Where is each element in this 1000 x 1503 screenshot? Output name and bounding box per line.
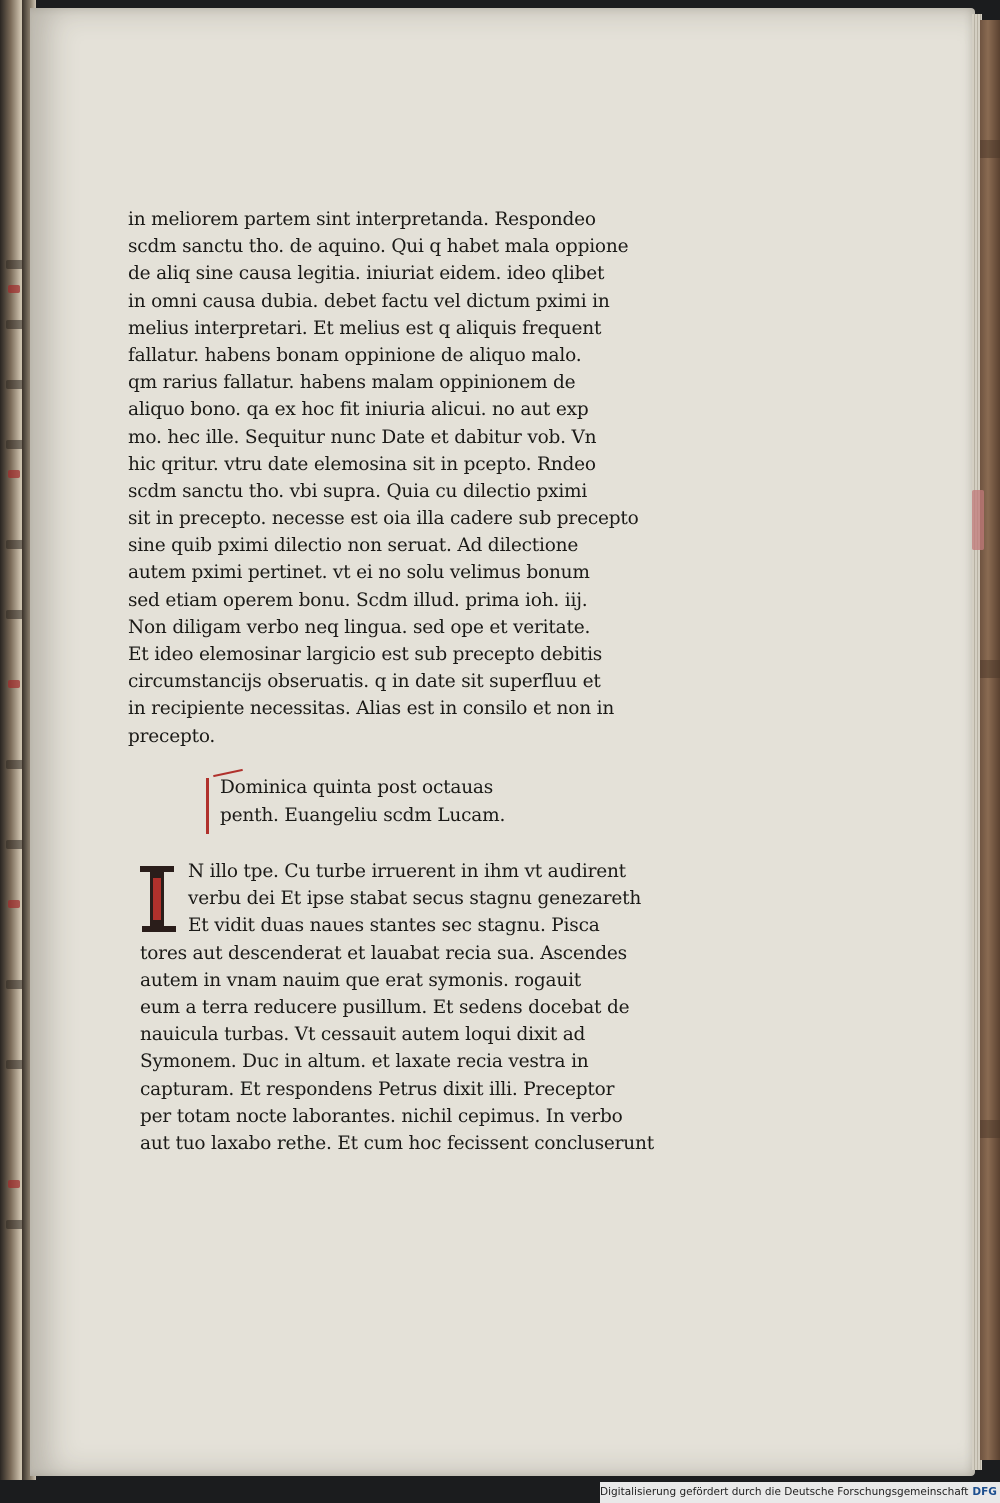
bookmark-ribbon — [972, 490, 984, 550]
text-line: in omni causa dubia. debet factu vel dictum pximi in — [128, 290, 610, 312]
text-line: scdm sanctu tho. vbi supra. Quia cu dilectio pximi — [128, 480, 588, 502]
gospel-line: N illo tpe. Cu turbe irruerent in ihm vt audirent — [188, 861, 626, 882]
text-line: de aliq sine causa legitia. iniuriat eidem. ideo qlibet — [128, 263, 605, 285]
text-line: autem pximi pertinet. vt ei no solu velimus bonum — [128, 562, 590, 584]
text-line: Non diligam verbo neq lingua. sed ope et veritate. — [128, 616, 591, 638]
dfg-logo: DFG — [972, 1486, 997, 1498]
text-line: in meliorem partem sint interpretanda. Respondeo — [128, 209, 596, 230]
heading-line: Dominica quinta post octauas — [220, 777, 494, 798]
gospel-line: Et vidit duas naues stantes sec stagnu. Pisca — [188, 915, 600, 937]
gospel-line: nauicula turbas. Vt cessauit autem loqui dixit ad — [140, 1024, 586, 1046]
gospel-line: Symonem. Duc in altum. et laxate recia vestra in — [140, 1051, 589, 1073]
bleed-through-red — [8, 470, 20, 478]
gospel-line: autem in vnam nauim que erat symonis. rogauit — [140, 969, 582, 991]
text-line: fallatur. habens bonam oppinione de aliquo malo. — [128, 344, 582, 366]
text-line: Et ideo elemosinar largicio est sub precepto debitis — [128, 644, 603, 665]
drop-cap-initial — [138, 862, 180, 934]
bleed-through-red — [8, 1180, 20, 1188]
gospel-line: aut tuo laxabo rethe. Et cum hoc fecissent concluserunt — [140, 1132, 654, 1154]
gospel-line: capturam. Et respondens Petrus dixit illi. Preceptor — [140, 1078, 615, 1100]
text-line: hic qritur. vtru date elemosina sit in pcepto. Rndeo — [128, 453, 596, 475]
text-line: in recipiente necessitas. Alias est in consilo et non in — [128, 698, 615, 720]
heading-line: penth. Euangeliu scdm Lucam. — [220, 804, 506, 826]
section-heading — [220, 774, 640, 829]
text-line: sit in precepto. necesse est oia illa cadere sub precepto — [128, 508, 639, 530]
bleed-through-red — [8, 680, 20, 688]
text-line: circumstancijs obseruatis. q in date sit superfluu et — [128, 671, 601, 693]
bleed-through-red — [8, 285, 20, 293]
text-line: aliquo bono. qa ex hoc fit iniuria alicui. no aut exp — [128, 399, 589, 421]
text-line: qm rarius fallatur. habens malam oppinionem de — [128, 372, 576, 394]
text-line: scdm sanctu tho. de aquino. Qui q habet mala oppione — [128, 236, 629, 258]
gospel-line: verbu dei Et ipse stabat secus stagnu genezareth — [188, 888, 642, 910]
text-line: precepto. — [128, 725, 216, 747]
book-cover-edge — [980, 20, 1000, 1460]
credit-text: Digitalisierung gefördert durch die Deutsche Forschungsgemeinschaft — [600, 1486, 969, 1498]
gospel-text-block — [140, 858, 718, 1157]
text-line: sine quib pximi dilectio non seruat. Ad dilectione — [128, 535, 579, 557]
main-text-block — [128, 206, 718, 750]
gospel-line: eum a terra reducere pusillum. Et sedens docebat de — [140, 996, 630, 1018]
text-line: mo. hec ille. Sequitur nunc Date et dabitur vob. Vn — [128, 426, 597, 448]
text-line: melius interpretari. Et melius est q aliquis frequent — [128, 317, 602, 339]
digitization-credit — [600, 1482, 1000, 1503]
text-line: sed etiam operem bonu. Scdm illud. prima ioh. iij. — [128, 589, 588, 611]
gospel-line: per totam nocte laborantes. nichil cepimus. In verbo — [140, 1105, 623, 1127]
bleed-through-red — [8, 900, 20, 908]
gospel-line: tores aut descenderat et lauabat recia sua. Ascendes — [140, 942, 627, 964]
